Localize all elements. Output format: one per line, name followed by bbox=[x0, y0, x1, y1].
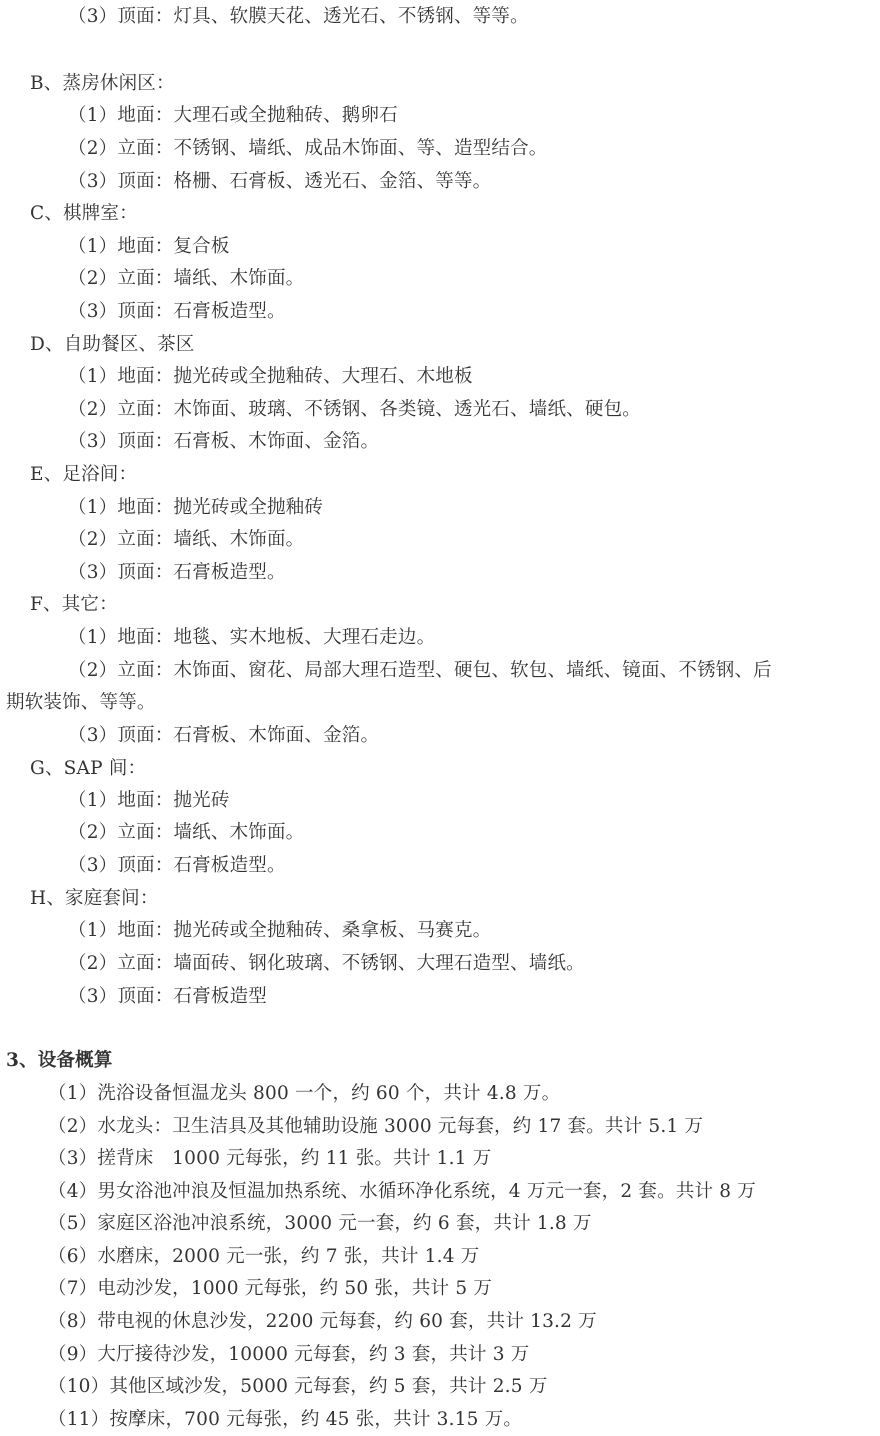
section-heading-b: B、蒸房休闲区： bbox=[30, 73, 175, 94]
section-heading-g: G、SAP 间： bbox=[30, 758, 147, 779]
section-heading-f: F、其它： bbox=[30, 594, 118, 615]
text-line: （1）地面：抛光砖 bbox=[68, 790, 230, 811]
text-line: （3）顶面：石膏板、木饰面、金箔。 bbox=[68, 725, 380, 746]
text-line: （2）立面：木饰面、玻璃、不锈钢、各类镜、透光石、墙纸、硬包。 bbox=[68, 399, 641, 420]
equipment-line: （6）水磨床，2000 元一张，约 7 张，共计 1.4 万 bbox=[48, 1246, 480, 1267]
equipment-line: （4）男女浴池冲浪及恒温加热系统、水循环净化系统，4 万元一套，2 套。共计 8 万 bbox=[48, 1181, 757, 1202]
equipment-line: （2）水龙头：卫生洁具及其他辅助设施 3000 元每套，约 17 套。共计 5.1 万 bbox=[48, 1116, 704, 1137]
section-heading-h: H、家庭套间： bbox=[30, 888, 159, 909]
text-line: （1）地面：抛光砖或全抛釉砖 bbox=[68, 497, 324, 518]
equipment-line: （3）搓背床 1000 元每张，约 11 张。共计 1.1 万 bbox=[48, 1148, 492, 1169]
text-line: （2）立面：墙纸、木饰面。 bbox=[68, 529, 305, 550]
text-line: （1）地面：抛光砖或全抛釉砖、桑拿板、马赛克。 bbox=[68, 920, 492, 941]
equipment-line: （11）按摩床，700 元每张，约 45 张，共计 3.15 万。 bbox=[48, 1409, 523, 1430]
text-line: （3）顶面：石膏板造型。 bbox=[68, 562, 286, 583]
text-line-continued: 期软装饰、等等。 bbox=[6, 692, 156, 713]
equipment-line: （7）电动沙发，1000 元每张，约 50 张，共计 5 万 bbox=[48, 1278, 493, 1299]
section-heading-e: E、足浴间： bbox=[30, 464, 138, 485]
text-line: （2）立面：不锈钢、墙纸、成品木饰面、等、造型结合。 bbox=[68, 138, 548, 159]
text-line: （2）立面：墙面砖、钢化玻璃、不锈钢、大理石造型、墙纸。 bbox=[68, 953, 585, 974]
section-heading-c: C、棋牌室： bbox=[30, 203, 138, 224]
equipment-line: （8）带电视的休息沙发，2200 元每套，约 60 套，共计 13.2 万 bbox=[48, 1311, 597, 1332]
text-line: （1）地面：地毯、实木地板、大理石走边。 bbox=[68, 627, 436, 648]
text-line: （3）顶面：石膏板造型。 bbox=[68, 301, 286, 322]
text-line: （1）地面：抛光砖或全抛釉砖、大理石、木地板 bbox=[68, 366, 473, 387]
equipment-line: （5）家庭区浴池冲浪系统，3000 元一套，约 6 套，共计 1.8 万 bbox=[48, 1213, 592, 1234]
text-line: （3）顶面：石膏板造型 bbox=[68, 986, 267, 1007]
text-line: （3）顶面：石膏板、木饰面、金箔。 bbox=[68, 431, 380, 452]
text-line: （2）立面：墙纸、木饰面。 bbox=[68, 822, 305, 843]
equipment-estimate-heading: 3、设备概算 bbox=[6, 1050, 113, 1071]
text-line: （2）立面：墙纸、木饰面。 bbox=[68, 268, 305, 289]
section-heading-d: D、自助餐区、茶区 bbox=[30, 334, 195, 355]
text-line: （3）顶面：灯具、软膜天花、透光石、不锈钢、等等。 bbox=[68, 6, 529, 27]
text-line: （1）地面：复合板 bbox=[68, 236, 230, 257]
equipment-line: （10）其他区域沙发，5000 元每套，约 5 套，共计 2.5 万 bbox=[48, 1376, 548, 1397]
text-line: （1）地面：大理石或全抛釉砖、鹅卵石 bbox=[68, 105, 398, 126]
text-line: （3）顶面：石膏板造型。 bbox=[68, 855, 286, 876]
text-line: （3）顶面：格栅、石膏板、透光石、金箔、等等。 bbox=[68, 171, 492, 192]
text-line: （2）立面：木饰面、窗花、局部大理石造型、硬包、软包、墙纸、镜面、不锈钢、后 bbox=[68, 660, 772, 681]
equipment-line: （1）洗浴设备恒温龙头 800 一个，约 60 个，共计 4.8 万。 bbox=[48, 1083, 561, 1104]
equipment-line: （9）大厅接待沙发，10000 元每套，约 3 套，共计 3 万 bbox=[48, 1344, 530, 1365]
